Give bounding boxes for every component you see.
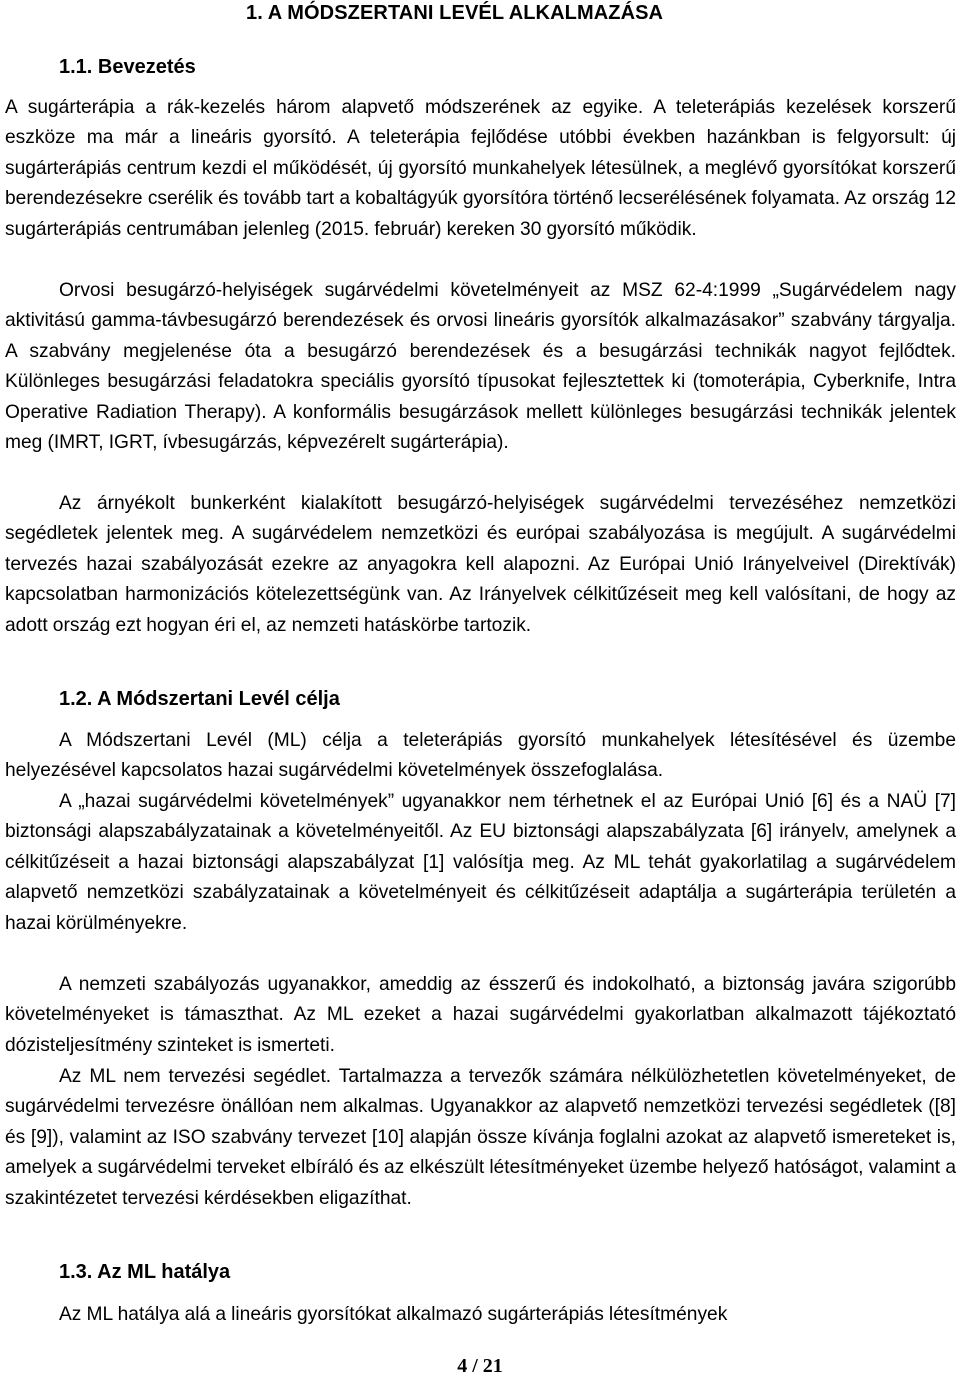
paragraph-purpose-4: Az ML nem tervezési segédlet. Tartalmazza a tervezők számára nélkülözhetetlen követelményeket, de sugárvédelmi tervezésre önállóan nem alkalmas. Ugyanakkor az alapvető nemzetközi tervezési segédletek ([8] és [9]), valamint az ISO szabvány tervezet [10] alapján össze kívánja foglalni azokat az alapvető ismereteket is, amelyek a sugárvédelmi terveket elbíráló és az elkészült létesítményeket üzembe helyező hatóságot, valamint a szakintézetet tervezési kérdésekben eligazíthat. (5, 1066, 956, 1209)
paragraph-purpose-2: A „hazai sugárvédelmi követelmények” ugyanakkor nem térhetnek el az Európai Unió [6] és a NAÜ [7] biztonsági alapszabályzatainak a követelményeitől. Az EU biztonsági alapszabályzata [6] irányelv, amelynek a célkitűzéseit a hazai biztonsági alapszabályzat [1] valósítja meg. Az ML tehát gyakorlatilag a sugárvédelem alapvető nemzetközi szabályzatainak a követelményeit és célkitűzéseit adaptálja a sugárterápia területén a hazai körülményekre. (5, 791, 956, 934)
paragraph-intro-2: Orvosi besugárzó-helyiségek sugárvédelmi követelményeit az MSZ 62-4:1999 „Sugárvédelem nagy aktivitású gamma-távbesugárzó berendezések és orvosi lineáris gyorsítók alkalmazásakor” szabvány tárgyalja. A szabvány megjelenése óta a besugárzó berendezések és a besugárzási technikák nagyot fejlődtek. Különleges besugárzási feladatokra speciális gyorsító típusokat fejlesztettek ki (tomoterápia, Cyberknife, Intra Operative Radiation Therapy). A konformális besugárzások mellett különleges besugárzási technikák jelentek meg (IMRT, IGRT, ívbesugárzás, képvezérelt sugárterápia). (5, 280, 956, 454)
paragraph-scope-1: Az ML hatálya alá a lineáris gyorsítókat alkalmazó sugárterápiás létesítmények (59, 1304, 728, 1325)
section-heading-introduction: 1.1. Bevezetés (59, 56, 196, 78)
section-heading-scope: 1.3. Az ML hatálya (59, 1261, 231, 1283)
paragraph-purpose-1: A Módszertani Levél (ML) célja a teleterápiás gyorsító munkahelyek létesítésével és üzembe helyezésével kapcsolatos hazai sugárvédelmi követelmények összefoglalása. (5, 730, 956, 782)
chapter-title: 1. A MÓDSZERTANI LEVÉL ALKALMAZÁSA (246, 2, 664, 24)
page-number: 4 / 21 (457, 1355, 503, 1377)
paragraph-intro-3: Az árnyékolt bunkerként kialakított besugárzó-helyiségek sugárvédelmi tervezéséhez nemzetközi segédletek jelentek meg. A sugárvédelem nemzetközi és európai szabályozása is megújult. A sugárvédelmi tervezés hazai szabályozását ezekre az anyagokra kell alapozni. Az Európai Unió Irányelveivel (Direktívák) kapcsolatban harmonizációs kötelezettségünk van. Az Irányelvek célkitűzéseit meg kell valósítani, de hogy az adott ország ezt hogyan éri el, az nemzeti hatáskörbe tartozik. (5, 493, 956, 636)
paragraph-purpose-3: A nemzeti szabályozás ugyanakkor, ameddig az ésszerű és indokolható, a biztonság javára szigorúbb követelményeket is támaszthat. Az ML ezeket a hazai sugárvédelmi gyakorlatban alkalmazott tájékoztató dózisteljesítmény szinteket is ismerteti. (5, 974, 956, 1056)
paragraph-intro-1: A sugárterápia a rák-kezelés három alapvető módszerének az egyike. A teleterápiás kezelések korszerű eszköze ma már a lineáris gyorsító. A teleterápia fejlődése utóbbi években hazánkban is felgyorsult: új sugárterápiás centrum kezdi el működését, új gyorsító munkahelyek létesülnek, a meglévő gyorsítókat korszerű berendezésekre cserélik és tovább tart a kobaltágyúk gyorsítóra történő lecserélésének folyamata. Az ország 12 sugárterápiás centrumában jelenleg (2015. február) kereken 30 gyorsító működik. (5, 97, 956, 240)
section-heading-purpose: 1.2. A Módszertani Levél célja (59, 688, 340, 710)
